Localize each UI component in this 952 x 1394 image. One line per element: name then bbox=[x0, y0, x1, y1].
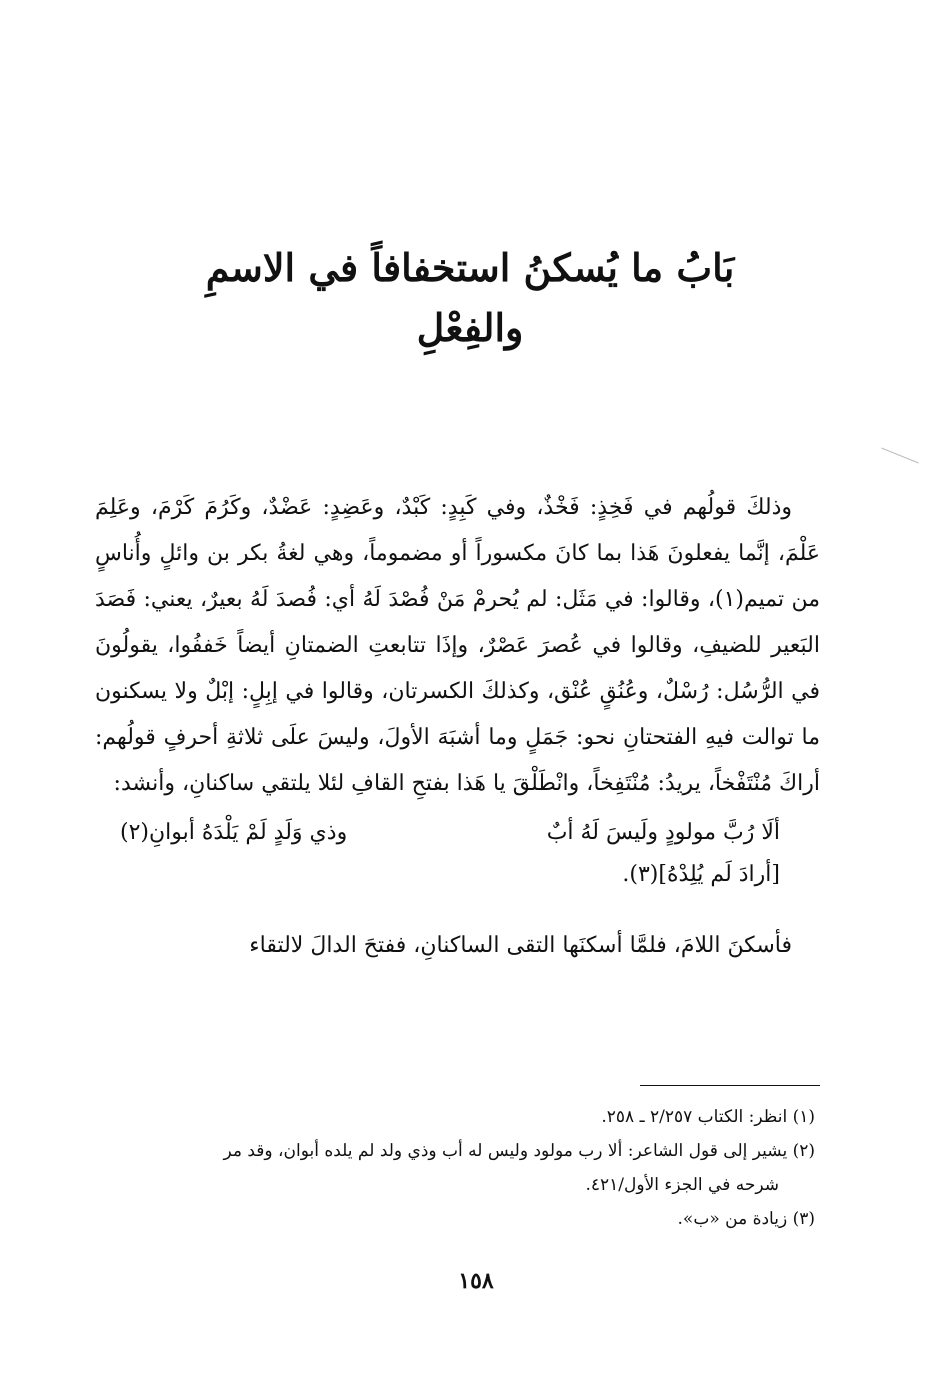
body-text bbox=[95, 485, 820, 969]
verse-second-hemistich: وذي وَلَدٍ لَمْ يَلْدَهُ أبوانِ(٢) bbox=[120, 820, 348, 845]
verse-note: [أرادَ لَم يُلِدْهُ](٣). bbox=[622, 862, 780, 887]
footnote-3: (٣) زيادة من «ب». bbox=[677, 1209, 815, 1229]
scan-mark bbox=[881, 448, 918, 464]
chapter-title: بَابُ ما يُسكنُ استخفافاً في الاسمِ والفِعْلِ bbox=[205, 245, 735, 350]
footnotes bbox=[110, 1100, 815, 1236]
paragraph-2: فأسكنَ اللامَ، فلمَّا أسكنَها التقى الساكنانِ، ففتحَ الدالَ لالتقاء bbox=[249, 933, 792, 958]
verse-line bbox=[120, 813, 780, 853]
paragraph-1: وذلكَ قولُهم في فَخِذٍ: فَخْذٌ، وفي كَبِدٍ: كَبْدٌ، وعَضِدٍ: عَضْدٌ، وكَرُمَ كَرْمَ، وعَلِمَ عَلْمَ، إنَّما يفعلونَ هَذا بما كانَ مكسوراً أو مضموماً، وهي لغةُ بكر بن وائلٍ وأُناسٍ من تميم(١)، وقالوا: في مَثَل: لم يُحرمْ مَنْ فُصْدَ لَهُ أي: فُصدَ لَهُ بعيرٌ، يعني: فَصَدَ البَعير للضيفِ، وقالوا في عُصرَ عَصْرٌ، وإذَا تتابعتِ الضمتانِ أيضاً خَففُوا، يقولُونَ في الرُّسُل: رُسْلٌ، وعُنُقٍ عُنْق، وكذلكَ الكسرتان، وقالوا في إبِلٍ: إبْلٌ ولا يسكنون ما توالت فيهِ الفتحتانِ نحو: جَمَلٍ وما أشبَهَ الأولَ، وليسَ علَى ثلاثةِ أحرفٍ قولُهم: أراكَ مُنْتَفْخاً، يريدُ: مُنْتَفِخاً، وانْطَلْقَ يا هَذا بفتحِ القافِ لئلا يلتقي ساكنانِ، وأنشد: bbox=[95, 495, 820, 796]
verse-first-hemistich: ألَا رُبَّ مولودٍ ولَيسَ لَهُ أبٌ bbox=[546, 820, 780, 845]
page-number: ١٥٨ bbox=[458, 1268, 494, 1294]
footnote-2-continuation: شرحه في الجزء الأول/٤٢١. bbox=[585, 1175, 779, 1195]
footnote-separator bbox=[640, 1085, 820, 1086]
poetry-verse bbox=[95, 813, 820, 895]
footnote-2: (٢) يشير إلى قول الشاعر: ألا رب مولود وليس له أب وذي ولد لم يلده أبوان، وقد مر bbox=[223, 1141, 815, 1161]
footnote-1: (١) انظر: الكتاب ٢/٢٥٧ ـ ٢٥٨. bbox=[601, 1107, 815, 1127]
